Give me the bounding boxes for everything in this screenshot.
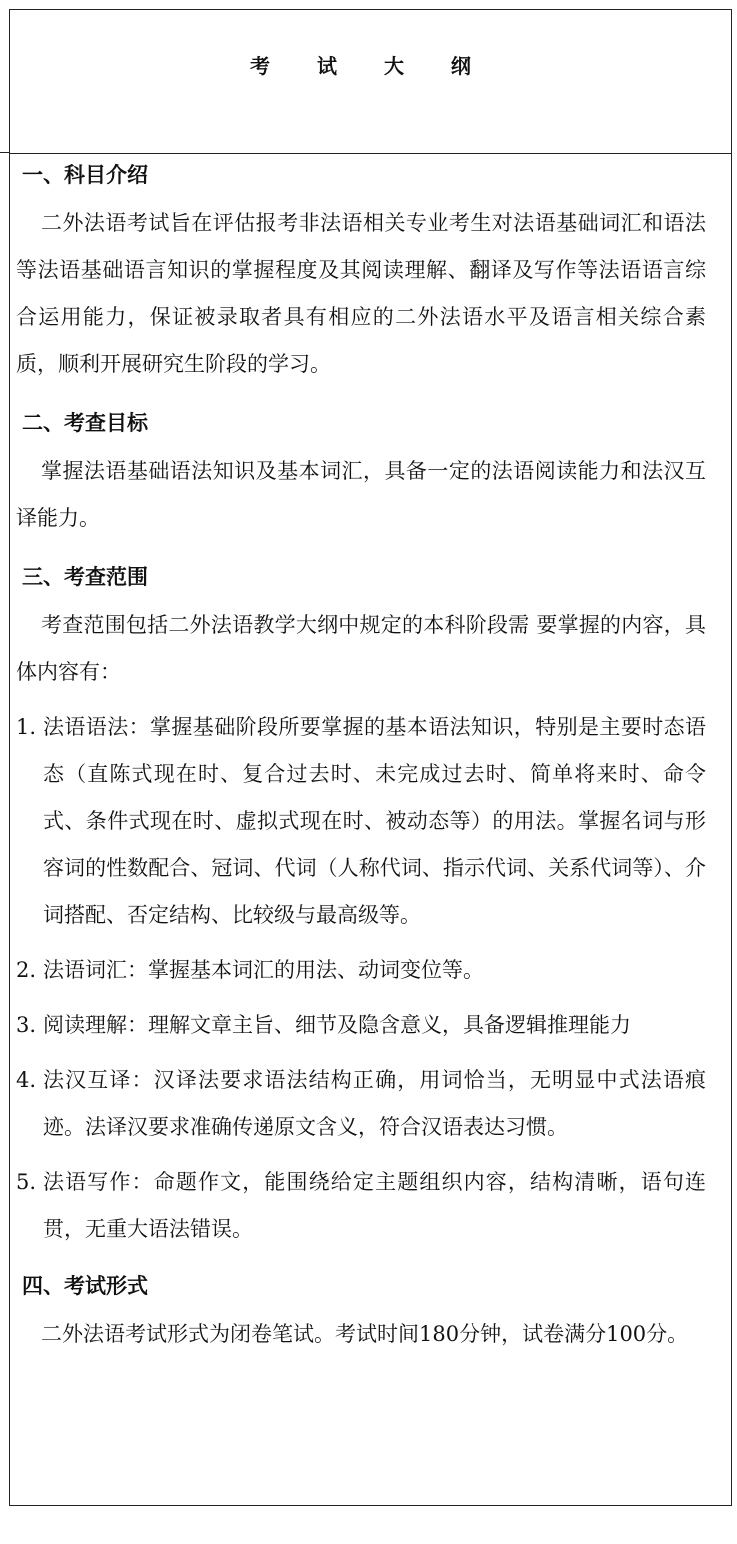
- section-paragraph-intro: 二外法语考试旨在评估报考非法语相关专业考生对法语基础词汇和语法等法语基础语言知识的掌握程度及其阅读理解、翻译及写作等法语语言综合运用能力，保证被录取者具有相应的二外法语水平及语言相关综合素质，顺利开展研究生阶段的学习。: [16, 211, 706, 376]
- list-item-text: 法汉互译：汉译法要求语法结构正确，用词恰当，无明显中式法语痕迹。法译汉要求准确传递原文含义，符合汉语表达习惯。: [43, 1068, 706, 1139]
- section-paragraph-goals: 掌握法语基础语法知识及基本词汇，具备一定的法语阅读能力和法汉互译能力。: [16, 459, 706, 530]
- table-divider-stub: [0, 152, 9, 153]
- list-item-text: 法语语法：掌握基础阶段所要掌握的基本语法知识，特别是主要时态语态（直陈式现在时、复合过去时、未完成过去时、简单将来时、命令式、条件式现在时、虚拟式现在时、被动态等）的用法。掌握名词与形容词的性数配合、冠词、代词（人称代词、指示代词、关系代词等）、介词搭配、否定结构、比较级与最高级等。: [43, 715, 706, 927]
- list-item-number: 3.: [16, 1013, 37, 1037]
- page-title: 考 试 大 纲: [250, 54, 491, 78]
- list-item-text: 法语词汇：掌握基本词汇的用法、动词变位等。: [43, 958, 484, 982]
- section-heading-intro: 一、科目介绍: [22, 163, 148, 187]
- list-item-text: 法语写作：命题作文，能围绕给定主题组织内容，结构清晰，语句连贯，无重大语法错误。: [43, 1170, 706, 1241]
- list-item: [16, 1002, 706, 1049]
- list-item: [16, 704, 706, 939]
- section-paragraph-format: 二外法语考试形式为闭卷笔试。考试时间180分钟，试卷满分100分。: [41, 1322, 689, 1346]
- section-heading-scope: 三、考查范围: [22, 565, 148, 589]
- list-item-number: 4.: [16, 1068, 37, 1092]
- title-row: [10, 10, 731, 154]
- list-item-number: 2.: [16, 958, 37, 982]
- list-item-number: 1.: [16, 715, 37, 739]
- scope-list: [16, 704, 706, 1253]
- section-heading-format: 四、考试形式: [22, 1274, 148, 1298]
- section-paragraph-scope: 考查范围包括二外法语教学大纲中规定的本科阶段需 要掌握的内容，具体内容有：: [16, 613, 706, 684]
- list-item: [16, 947, 706, 994]
- outline-content: [16, 150, 706, 1358]
- list-item-text: 阅读理解：理解文章主旨、细节及隐含意义，具备逻辑推理能力: [43, 1013, 631, 1037]
- list-item: [16, 1159, 706, 1253]
- section-heading-goals: 二、考查目标: [22, 411, 148, 435]
- list-item-number: 5.: [16, 1170, 37, 1194]
- list-item: [16, 1057, 706, 1151]
